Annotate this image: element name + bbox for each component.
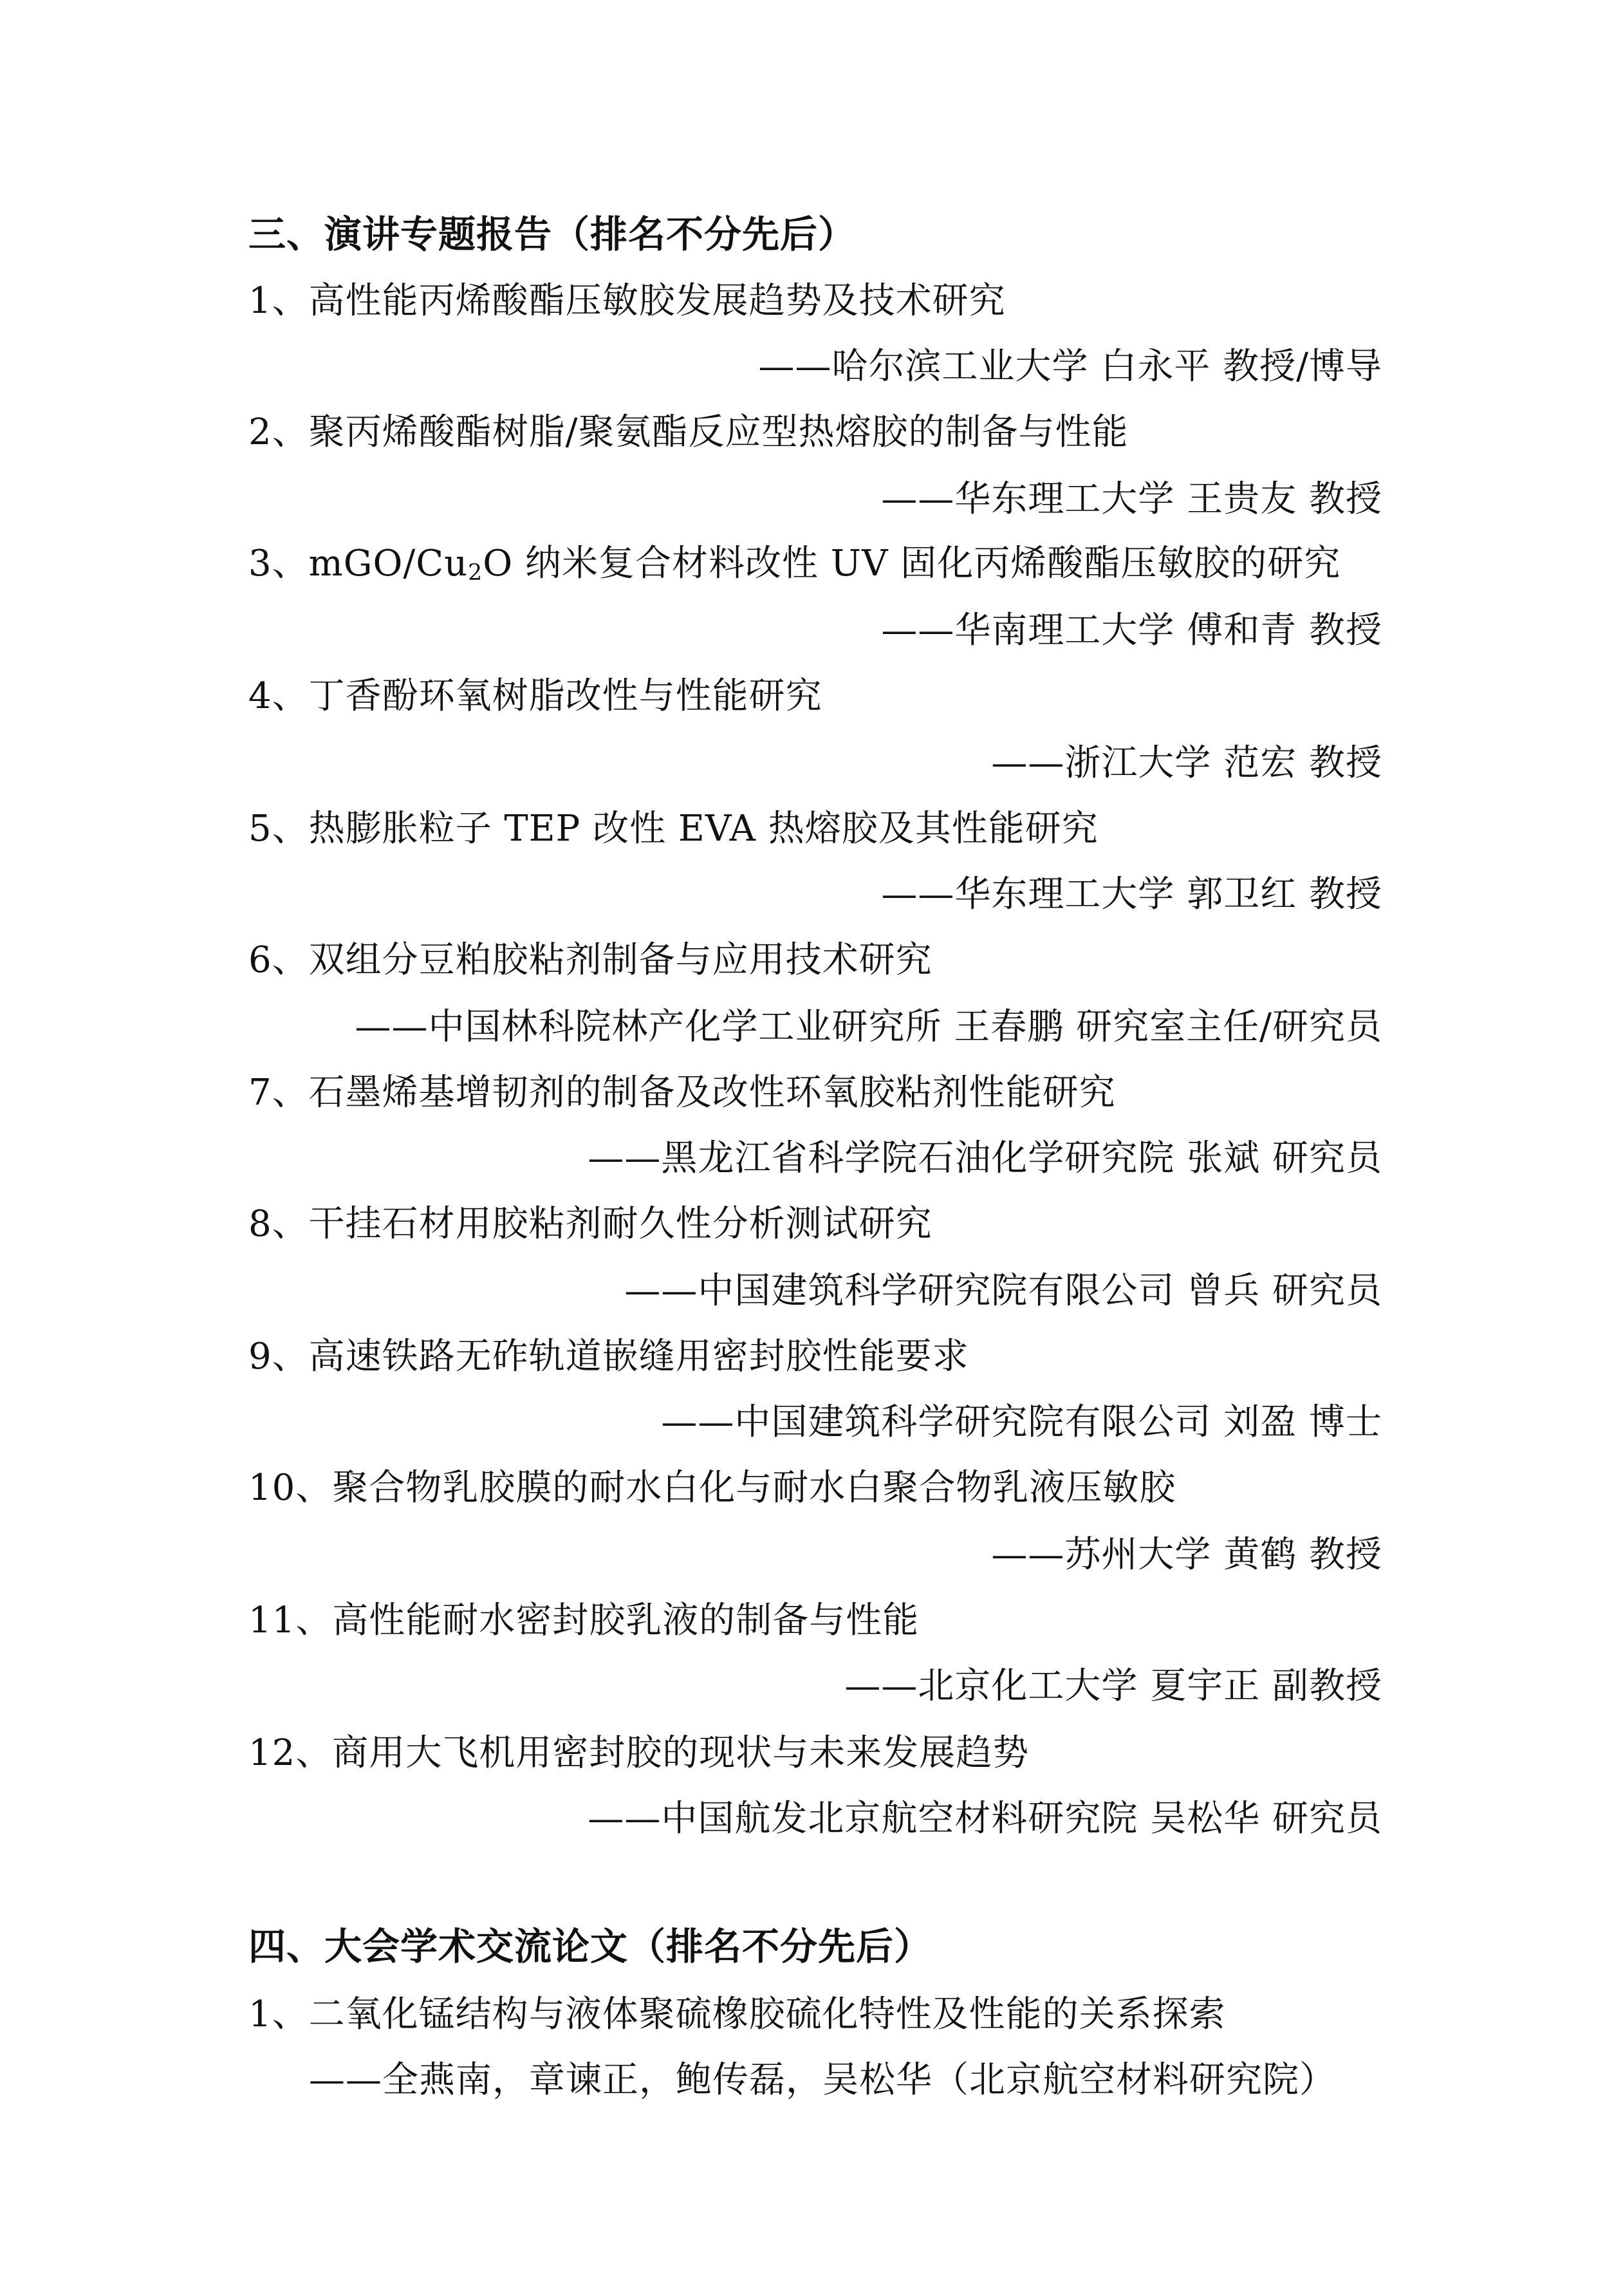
section-4-title: 四、大会学术交流论文（排名不分先后）: [248, 1925, 932, 1968]
report-11-author: ——北京化工大学 夏宇正 副教授: [844, 1665, 1382, 1707]
report-8-author: ——中国建筑科学研究院有限公司 曾兵 研究员: [624, 1270, 1382, 1312]
report-2-title: 2、聚丙烯酸酯树脂/聚氨酯反应型热熔胶的制备与性能: [248, 411, 1129, 453]
report-12-author: ——中国航发北京航空材料研究院 吴松华 研究员: [588, 1798, 1382, 1840]
report-3-title-rest: O 纳米复合材料改性 UV 固化丙烯酸酯压敏胶的研究: [483, 543, 1341, 584]
report-7-title: 7、石墨烯基增韧剂的制备及改性环氧胶粘剂性能研究: [248, 1072, 1116, 1114]
report-3-author: ——华南理工大学 傅和青 教授: [881, 610, 1382, 651]
report-3-title: [248, 541, 1340, 587]
report-2-author: ——华东理工大学 王贵友 教授: [881, 478, 1382, 520]
report-11-title: 11、高性能耐水密封胶乳液的制备与性能: [248, 1600, 920, 1641]
report-1-title: 1、高性能丙烯酸酯压敏胶发展趋势及技术研究: [248, 280, 1006, 322]
report-6-author: ——中国林科院林产化学工业研究所 王春鹏 研究室主任/研究员: [355, 1006, 1382, 1048]
report-8-title: 8、干挂石材用胶粘剂耐久性分析测试研究: [248, 1203, 932, 1245]
report-3-title-part: 3、mGO/Cu: [248, 543, 468, 584]
report-12-title: 12、商用大飞机用密封胶的现状与未来发展趋势: [248, 1732, 1030, 1774]
report-5-author: ——华东理工大学 郭卫红 教授: [881, 873, 1382, 915]
report-4-title: 4、丁香酚环氧树脂改性与性能研究: [248, 675, 822, 717]
paper-1-title: 1、二氧化锰结构与液体聚硫橡胶硫化特性及性能的关系探索: [248, 1993, 1226, 2035]
report-10-title: 10、聚合物乳胶膜的耐水白化与耐水白聚合物乳液压敏胶: [248, 1467, 1176, 1509]
report-5-title: 5、热膨胀粒子 TEP 改性 EVA 热熔胶及其性能研究: [248, 808, 1099, 850]
report-7-author: ——黑龙江省科学院石油化学研究院 张斌 研究员: [588, 1137, 1382, 1179]
report-4-author: ——浙江大学 范宏 教授: [991, 742, 1382, 784]
report-9-title: 9、高速铁路无砟轨道嵌缝用密封胶性能要求: [248, 1336, 969, 1377]
report-10-author: ——苏州大学 黄鹤 教授: [991, 1534, 1382, 1576]
paper-1-authors: ——全燕南，章谏正，鲍传磊，吴松华（北京航空材料研究院）: [309, 2059, 1336, 2101]
report-1-author: ——哈尔滨工业大学 白永平 教授/博导: [758, 346, 1382, 387]
section-3-title: 三、演讲专题报告（排名不分先后）: [248, 212, 857, 256]
subscript-2: 2: [468, 559, 483, 586]
report-6-title: 6、双组分豆粕胶粘剂制备与应用技术研究: [248, 939, 932, 981]
report-9-author: ——中国建筑科学研究院有限公司 刘盈 博士: [661, 1401, 1382, 1443]
